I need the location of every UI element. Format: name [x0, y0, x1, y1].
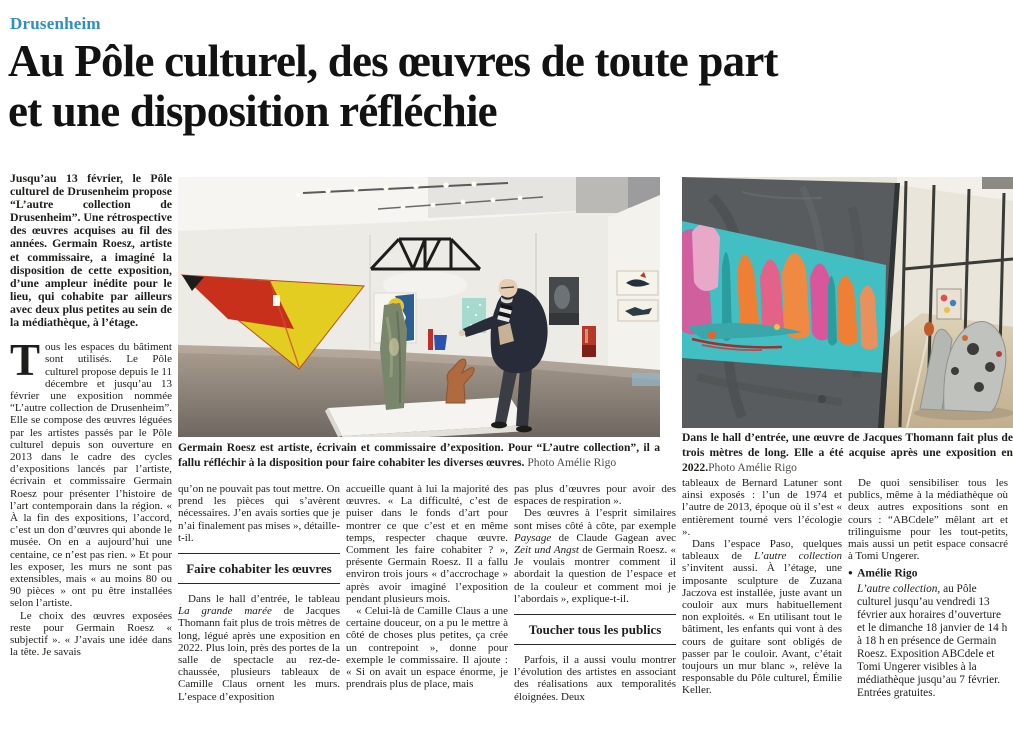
headline-line-1: Au Pôle culturel, des œuvres de toute part [8, 36, 778, 86]
headline-line-2: et une disposition réfléchie [8, 86, 497, 136]
article-column-1 [10, 172, 172, 729]
article-column-3 [346, 483, 508, 729]
article-column-5 [682, 477, 842, 729]
article-intro: Jusqu’au 13 février, le Pôle culturel de Drusenheim propose “L’autre collection de Drusenheim”. Une rétrospective des œuvres acquises au fil des années. Germain Roesz, artiste et commissaire, a imaginé la disposition de cette exposition, d’une ampleur inédite pour le lieu, qui cohabite par ailleurs avec deux plus petites au sein de la médiathèque, à l’étage. [10, 172, 172, 330]
article-column-4 [514, 483, 676, 729]
paragraph: Des œuvres à l’esprit similaires sont mises côté à côte, par exemple Paysage de Claude Gagean avec Zeit und Angst de Germain Roesz. « Je voulais montrer comment il abordait la question de l’espace et de la couleur et comment moi je l’abordais », explique-t-il. [514, 507, 676, 605]
author-byline [848, 566, 1008, 581]
gallery-photo-illustration [178, 177, 660, 437]
wall-label [273, 295, 280, 306]
photo-gallery-interior [178, 177, 660, 437]
portrait-painting [549, 277, 579, 325]
hall-photo-illustration [682, 177, 1013, 428]
byline-bullet-icon: ● [848, 568, 853, 578]
article-column-2 [178, 483, 340, 729]
photo-credit: Photo Amélie Rigo [524, 455, 617, 469]
subhead-toucher-publics: Toucher tous les publics [514, 614, 676, 645]
section-kicker: Drusenheim [10, 14, 101, 33]
paragraph: accueille quant à lui la majorité des œuvres. « La difficulté, c’est de puiser dans le fonds d’art pour montrer ce que c’est et en même temps, respecter chaque œuvre. Comment les faire cohabiter ? », présente Germain Roesz. Il a fallu environ trois jours « d’accrochage » après avoir imaginé l’exposition pendant plusieurs mois. [346, 483, 508, 605]
drop-cap: T [10, 335, 41, 386]
artwork-through-glass [937, 289, 961, 319]
blue-floor-glow [632, 373, 660, 386]
paragraph: « Celui-là de Camille Claus a une certaine douceur, on a pu le mettre à côté de choses plus petites, ça crée un contrepoint », donne pour exemple le commissaire. Il ajoute : « Si on avait un espace énorme, je prendrais plus de place, mais [346, 605, 508, 691]
photo-credit: Photo Amélie Rigo [708, 460, 797, 474]
article-column-6 [848, 477, 1008, 729]
paragraph: Le choix des œuvres exposées reste pour Germain Roesz « subjectif ». « J’avais une idée dans la tête. Je savais [10, 609, 172, 659]
author-name: Amélie Rigo [857, 567, 918, 580]
caption-text: Germain Roesz est artiste, écrivain et commissaire d’exposition. Pour “L’autre collection”, il a fallu réfléchir à la disposition pour faire cohabiter les diverses œuvres. [178, 441, 660, 469]
orange-chair [924, 322, 934, 336]
subhead-faire-cohabiter: Faire cohabiter les œuvres [178, 553, 340, 584]
paragraph: Dans le hall d’entrée, le tableau La grande marée de Jacques Thomann fait plus de trois mètres de long, légué après une exposition en 2022. Plus loin, près des portes de la salle de spectacle au rez-de-chaussée, plusieurs tableaux de Camille Claus ornent les murs. L’espace d’exposition [178, 593, 340, 703]
paragraph: De quoi sensibiliser tous les publics, même à la médiathèque où deux autres expositions sont en cours : “ABCdele” mêlant art et trilinguisme pour les tout-petits, mais aussi un petit espace consacré à Tomi Ungerer. [848, 477, 1008, 563]
practical-info: L’autre collection, au Pôle culturel jusqu’au vendredi 13 février aux horaires d’ouverture et le dimanche 18 janvier de 14 h à 18 h en présence de Germain Roesz. Exposition ABCdele et Tomi Ungerer visibles à la médiathèque jusqu’au 7 février. Entrées gratuites. [857, 582, 1008, 699]
article-headline [8, 36, 1010, 136]
photo2-caption [682, 431, 1013, 475]
paragraph: qu’on ne pouvait pas tout mettre. On prend les pièces qui s’avèrent nécessaires. J’en avais sorties que je n’ai finalement pas mises », détaille-t-il. [178, 483, 340, 544]
photo1-caption [178, 441, 660, 471]
paragraph: Tous les espaces du bâtiment sont utilisés. Le Pôle culturel propose depuis le 11 décembre et jusqu’au 13 février une exposition nommée “L’autre collection de Drusenheim”. Elle se compose des œuvres léguées par les artistes passés par le Pôle culturel depuis son ouverture en 2013 dans le cadre des cycles d’expositions lancés par l’artiste, écrivain et commissaire Germain Roesz pour présenter l’histoire de l’art contemporain dans la région. « À la fin des expositions, l’accord, c’est un don d’œuvres qui abonde le musée. On en a aujourd’hui une centaine, ce n’est pas rien. » Et pour les exposer, les murs ne sont pas extensibles, mais « au moins 80 ou 90 pièces » ont pu être installées selon l’artiste. [10, 335, 172, 610]
paragraph: Dans l’espace Paso, quelques tableaux de L’autre collection s’invitent aussi. À l’étage, une imposante sculpture de Zuzana Jaczova est installée, juste avant un couloir aux murs habituellement non exploités. « En utilisant tout le bâtiment, les enfants qui vont à des cours de guitare sont obligés de passer par le couloir. Avant, c’était toujours un mur blanc », relève la responsable du Pôle culturel, Émilie Keller. [682, 538, 842, 697]
caption-text: Dans le hall d’entrée, une œuvre de Jacques Thomann fait plus de trois mètres de long. Elle a été acquise après une exposition en 2022. [682, 431, 1013, 474]
red-abstract-painting [582, 326, 596, 357]
mezzanine-opening [576, 177, 628, 213]
photo-entrance-hall [682, 177, 1013, 428]
paragraph: pas plus d’œuvres pour avoir des espaces de respiration ». [514, 483, 676, 508]
paragraph: Parfois, il a aussi voulu montrer l’évolution des artistes en associant des réalisations aux temporalités éloignées. Deux [514, 654, 676, 703]
paragraph: tableaux de Bernard Latuner sont ainsi exposés : l’un de 1974 et l’autre de 2013, époque où il s’est « entièrement tourné vers l’écologie ». [682, 477, 842, 538]
